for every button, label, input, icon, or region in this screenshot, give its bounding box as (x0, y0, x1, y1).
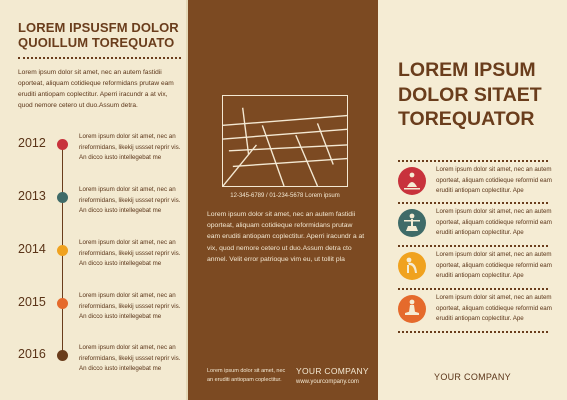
photo-placeholder (222, 95, 348, 187)
company-name: YOUR COMPANY (434, 372, 511, 382)
middle-paragraph: Lorem ipsum dolor sit amet, nec an autem fastidii oporteat, aliquam cotidieque reformidans prutaw eam eruditi antiopam coplectitur. Aperri iracundr a at vix, quod nemore cetero ut duo.Assum detra cto anmel. Velit error patrioque vim eu, ut tollit pla (207, 211, 365, 263)
timeline-year: 2015 (18, 295, 46, 309)
feature-item (398, 207, 558, 239)
yoga-lotus-icon (398, 167, 426, 195)
timeline-item-2015 (0, 292, 188, 335)
line-pattern-graphic (223, 96, 347, 186)
company-name: YOUR COMPANY (296, 366, 369, 376)
feature-item (398, 165, 558, 197)
timeline-dot (57, 245, 68, 256)
timeline-text: Lorem ipsum dolor sit amet, nec an rireformidans, likekij ussset reprir vis. An dicco iusto intellegebat me (79, 186, 181, 214)
feature-item (398, 293, 558, 325)
timeline-dot (57, 298, 68, 309)
right-heading: LOREM IPSUM DOLOR SITAET TOREQUATOR (398, 59, 542, 130)
divider-dots (398, 288, 548, 290)
timeline-item-2014 (0, 239, 188, 282)
timeline-text: Lorem ipsum dolor sit amet, nec an rireformidans, likekij ussset reprir vis. An dicco iusto intellegebat me (79, 133, 181, 161)
feature-item (398, 250, 558, 282)
timeline-dot (57, 192, 68, 203)
feature-text: Lorem ipsum dolor sit amet, nec an autem oporteat, aliquam cotidieque reformid eam eruditi antiopam coplectitur. Ape (436, 294, 552, 322)
timeline-text: Lorem ipsum dolor sit amet, nec an rireformidans, likekij ussset reprir vis. An dicco iusto intellegebat me (79, 239, 181, 267)
right-panel (378, 0, 567, 400)
feature-text: Lorem ipsum dolor sit amet, nec an autem oporteat, aliquam cotidieque reformid eam eruditi antiopam coplectitur. Ape (436, 208, 552, 236)
left-panel (0, 0, 188, 400)
timeline-dot (57, 350, 68, 361)
divider-dots (398, 202, 548, 204)
timeline-text: Lorem ipsum dolor sit amet, nec an rireformidans, likekij ussset reprir vis. An dicco iusto intellegebat me (79, 344, 181, 372)
contact-phones: 12-345-6789 / 01-234-5678 Lorem ipsum (230, 193, 340, 199)
timeline-text: Lorem ipsum dolor sit amet, nec an rireformidans, likekij ussset reprir vis. An dicco iusto intellegebat me (79, 292, 181, 320)
divider-dots (398, 331, 548, 333)
feature-text: Lorem ipsum dolor sit amet, nec an autem oporteat, aliquam cotidieque reformid eam eruditi antiopam coplectitur. Ape (436, 251, 552, 279)
left-heading: LOREM IPSUSFM DOLOR QUOILLUM TOREQUATO (18, 20, 179, 50)
timeline-item-2013 (0, 186, 188, 229)
timeline-year: 2012 (18, 136, 46, 150)
timeline-year: 2016 (18, 347, 46, 361)
feature-text: Lorem ipsum dolor sit amet, nec an autem oporteat, aliquam cotidieque reformid eam eruditi antiopam coplectitur. Ape (436, 166, 552, 194)
divider-dots (398, 245, 548, 247)
timeline-item-2012 (0, 133, 188, 176)
intro-paragraph: Lorem ipsum dolor sit amet, nec an autem fastidii oporteat, aliquam cotidieque reformidans prutaw eam eruditi antiopam coplectitur. Aperri iracundr a at vix, quod nemore cetero ut duo.Assum detra. (18, 69, 174, 109)
timeline-item-2016 (0, 344, 188, 387)
divider-dots (18, 57, 181, 59)
company-website: www.yourcompany.com (296, 379, 359, 385)
yoga-bend-icon (398, 252, 426, 280)
timeline-year: 2013 (18, 189, 46, 203)
yoga-meditate-icon (398, 295, 426, 323)
timeline-year: 2014 (18, 242, 46, 256)
divider-dots (398, 160, 548, 162)
yoga-stretch-icon (398, 209, 426, 237)
middle-panel (188, 0, 378, 400)
footer-text: Lorem ipsum dolor sit amet, nec an eruditi antiopam coplectitur. (207, 368, 286, 383)
timeline-dot (57, 139, 68, 150)
